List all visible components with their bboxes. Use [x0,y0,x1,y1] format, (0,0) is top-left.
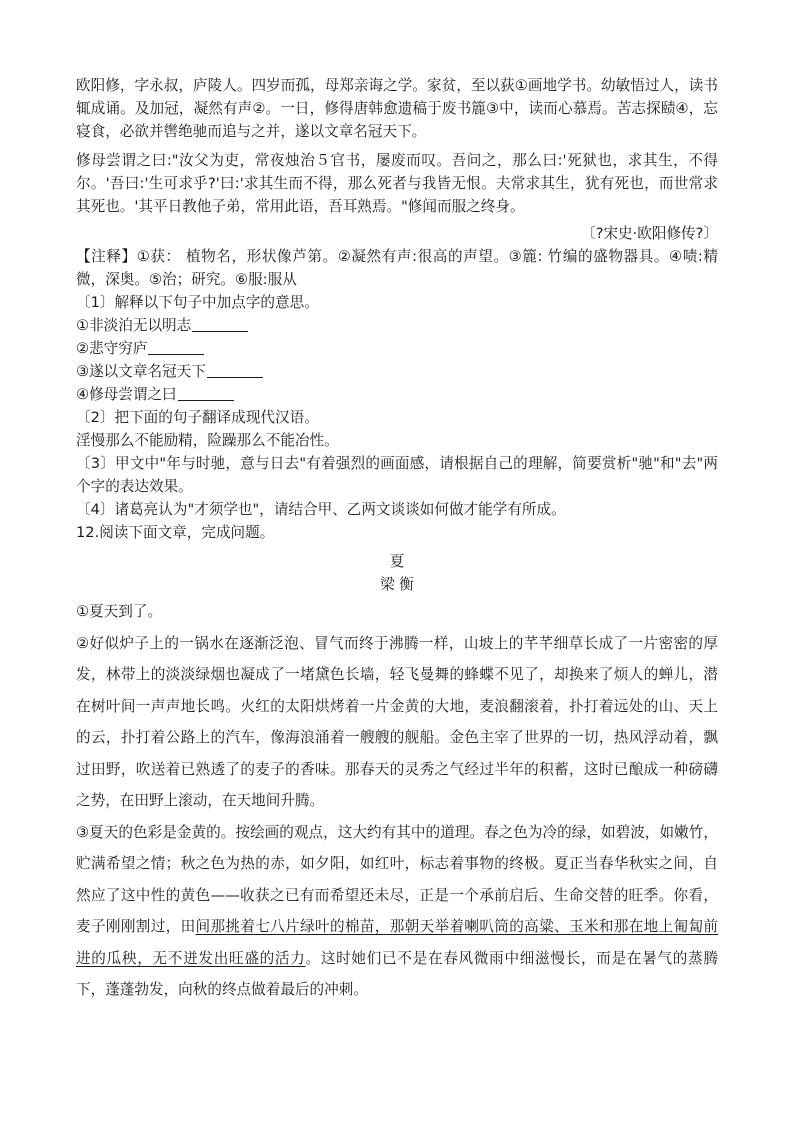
question-2-sentence: 淫慢那么不能励精，险躁那么不能冶性。 [76,432,339,449]
essay-paragraph-3-text: ③夏天的色彩是金黄的。按绘画的观点，这大约有其中的道理。春之色为冷的绿，如碧波，如嫩竹，贮满希望之情；秋之色为热的赤，如夕阳，如红叶，标志着事物的终极。夏正当春华秋实之间，自然应了这中性的黄色——收获之已有而希望还未尽，正是一个承前启后、生命交替的旺季。你看，麦子刚刚割过，田 [76,823,718,935]
question-1-item [76,337,718,360]
underlined-sentence: 间那挑着七八片绿叶的棉苗，那朝天举着喇叭筒的高粱、玉米和那在地上匍匐前进的瓜秧，无不迸发出旺盛的活力 [76,918,718,967]
answer-blank[interactable] [207,363,263,378]
question-1-item-text: ④修母尝谓之曰 [76,386,177,403]
answer-blank[interactable] [178,386,234,401]
answer-blank[interactable] [148,340,204,355]
document-page [76,74,718,1006]
essay-paragraph-3-text-end: 。这时她们已不是在春风微雨中细滋慢长，而是在暑气的蒸腾下，蓬蓬勃发，向秋的终点做着最后的冲刺。 [76,949,718,998]
question-1: 〔1〕解释以下句子中加点字的意思。 [76,294,319,311]
annotation-notes: 【注释】①获： 植物名，形状像芦第。②凝然有声:很高的声望。③簏: 竹编的盛物器具。④啧:精微，深奥。⑤治；研究。⑥服:服从 [76,248,718,288]
section-12-heading: 12.阅读下面文章，完成问题。 [76,524,275,541]
question-4: 〔4〕诸葛亮认为"才须学也"，请结合甲、乙两文谈谈如何做才能学有所成。 [76,501,566,518]
essay-title: 夏 [389,553,405,570]
answer-blank[interactable] [192,317,248,332]
question-1-item-text: ②悲守穷庐 [76,340,148,357]
essay-paragraph-1: ①夏天到了。 [76,603,163,620]
essay-paragraph-3 [76,817,718,1006]
question-1-item [76,360,718,383]
classical-passage-para2: 修母尝谓之曰:"汝父为吏，常夜烛治５官书，屡废而叹。吾问之，那么曰:'死狱也，求其生，不得尔。'吾曰:'生可求乎?'曰:'求其生而不得，那么死者与我皆无恨。夫常求其生，犹有死也，而世常求其死也。'其平日教他子弟，常用此语，吾耳熟焉。"修闻而服之终身。 [76,152,718,215]
question-2: 〔2〕把下面的句子翻译成现代汉语。 [76,409,319,426]
source-citation: 〔?宋史·欧阳修传?〕 [581,225,718,242]
question-1-item [76,314,718,337]
question-1-item-text: ③遂以文章名冠天下 [76,363,206,380]
essay-author: 梁 衡 [380,576,414,593]
essay-paragraph-2: ②好似炉子上的一锅水在逐渐泛泡、冒气而终于沸腾一样，山坡上的芊芊细草长成了一片密密的厚发，林带上的淡淡绿烟也凝成了一堵黛色长墙，轻飞曼舞的蜂蝶不见了，却换来了烦人的蝉儿，潜在树叶间一声声地长鸣。火红的太阳烘烤着一片金黄的大地，麦浪翻滚着，扑打着远处的山、天上的云，扑打着公路上的汽车，像海浪涌着一艘艘的舰船。金色主宰了世界的一切，热风浮动着，飘过田野，吹送着已熟透了的麦子的香味。那春天的灵秀之气经过半年的积蓄，这时已酿成一种磅礴之势，在田野上滚动，在天地间升腾。 [76,634,718,809]
question-1-item [76,383,718,406]
classical-passage-para1: 欧阳修，字永叔，庐陵人。四岁而孤，母郑亲诲之学。家贫，至以荻①画地学书。幼敏悟过人，读书辄成诵。及加冠，凝然有声②。一日，修得唐韩愈遗稿于废书簏③中，读而心慕焉。苦志探赜④，忘寝食，必欲并辔绝驰而追与之并，遂以文章名冠天下。 [76,77,718,140]
question-1-item-text: ①非淡泊无以明志 [76,317,192,334]
question-3: 〔3〕甲文中"年与时驰，意与日去"有着强烈的画面感，请根据自己的理解，简要赏析"驰"和"去"两个字的表达效果。 [76,455,718,495]
